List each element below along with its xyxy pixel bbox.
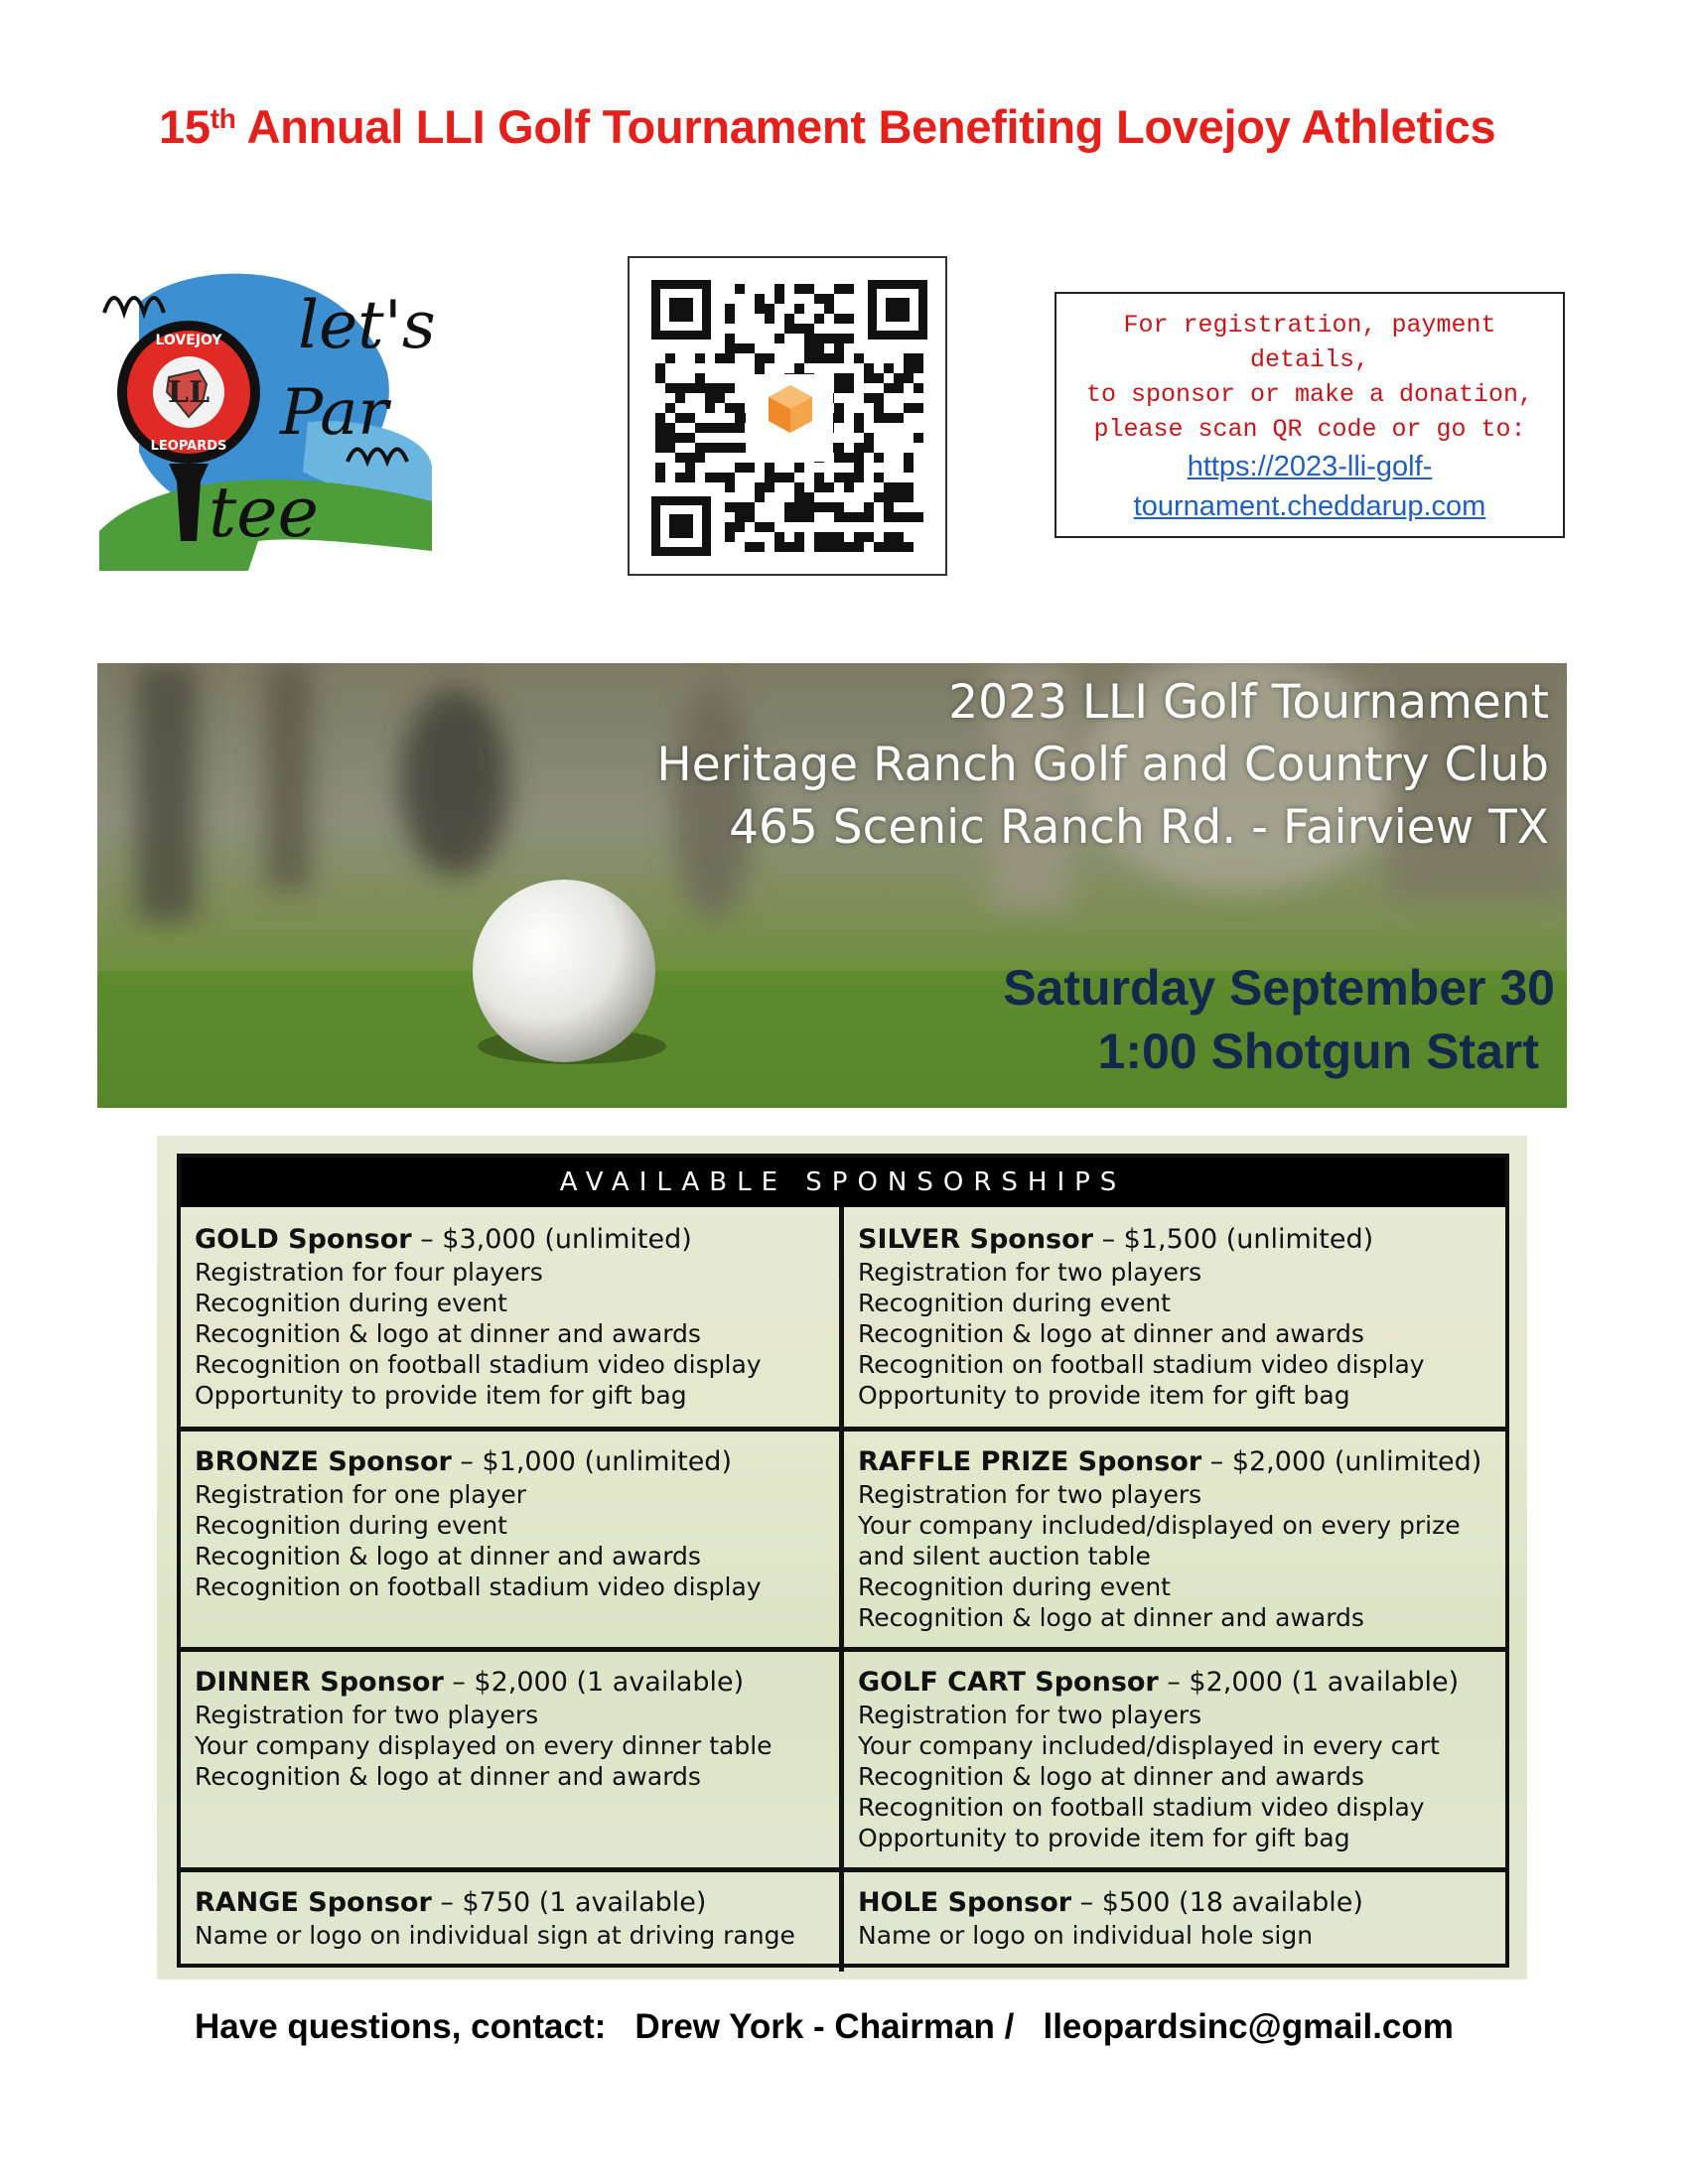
sponsor-benefit: Your company included/displayed in every cart	[858, 1731, 1440, 1760]
sponsor-benefit: Recognition during event	[858, 1572, 1171, 1601]
sponsorship-cell	[844, 1652, 1503, 1853]
banner-date: Saturday September 30	[1003, 960, 1555, 1016]
sponsor-level: RAFFLE PRIZE Sponsor – $2,000 (unlimited)	[858, 1446, 1482, 1477]
sponsor-benefit: Registration for one player	[195, 1480, 527, 1509]
sponsor-benefit: Registration for two players	[858, 1480, 1202, 1509]
sponsorship-cell	[844, 1209, 1503, 1411]
svg-text:let's: let's	[298, 287, 436, 363]
sponsor-benefit: Recognition on football stadium video display	[858, 1793, 1425, 1822]
sponsor-benefit: Registration for two players	[195, 1701, 539, 1729]
info-line: to sponsor or make a donation,	[1085, 380, 1534, 409]
svg-text:tee: tee	[209, 472, 319, 553]
sponsor-benefit: Opportunity to provide item for gift bag	[858, 1381, 1350, 1410]
svg-text:LEOPARDS: LEOPARDS	[150, 439, 227, 454]
sponsor-benefit: Recognition & logo at dinner and awards	[195, 1542, 701, 1570]
sponsor-level: SILVER Sponsor – $1,500 (unlimited)	[858, 1224, 1374, 1255]
event-banner	[97, 663, 1567, 1108]
sponsor-benefit: Registration for two players	[858, 1258, 1202, 1287]
registration-info-box	[1055, 292, 1565, 538]
sponsor-level: DINNER Sponsor – $2,000 (1 available)	[195, 1667, 745, 1698]
page-title: 15th Annual LLI Golf Tournament Benefiting Lovejoy Athletics	[159, 100, 1496, 153]
banner-address: 465 Scenic Ranch Rd. - Fairview TX	[729, 800, 1549, 855]
sponsorship-cell	[181, 1209, 840, 1411]
sponsor-benefit: Recognition on football stadium video display	[858, 1350, 1425, 1379]
sponsor-benefit: Registration for two players	[858, 1701, 1202, 1729]
sponsor-level: RANGE Sponsor – $750 (1 available)	[195, 1887, 707, 1918]
sponsor-benefit: Name or logo on individual hole sign	[858, 1921, 1314, 1950]
column-divider	[839, 1207, 844, 1972]
sponsorship-cell	[181, 1872, 840, 1951]
banner-title: 2023 LLI Golf Tournament	[948, 675, 1549, 730]
sponsorship-cell	[844, 1872, 1503, 1951]
banner-start-time: 1:00 Shotgun Start	[1097, 1024, 1539, 1079]
qr-code-image	[651, 280, 927, 556]
sponsor-benefit: Recognition & logo at dinner and awards	[858, 1319, 1364, 1348]
sponsorships-table	[177, 1154, 1509, 1968]
banner-venue: Heritage Ranch Golf and Country Club	[656, 738, 1549, 792]
qr-code[interactable]	[628, 256, 947, 576]
sponsor-benefit: Recognition during event	[195, 1289, 507, 1317]
sponsor-benefit: Recognition & logo at dinner and awards	[858, 1603, 1364, 1632]
contact-footer: Have questions, contact: Drew York - Chairman / lleopardsinc@gmail.com	[195, 2007, 1454, 2046]
sponsor-benefit: Recognition & logo at dinner and awards	[195, 1762, 701, 1791]
row-divider	[181, 1427, 1505, 1432]
sponsorship-cell	[181, 1432, 840, 1602]
sponsor-benefit: Opportunity to provide item for gift bag	[858, 1824, 1350, 1852]
row-divider	[181, 1867, 1505, 1872]
sponsor-benefit: Recognition during event	[195, 1511, 507, 1540]
svg-text:Par: Par	[280, 376, 388, 450]
sponsor-benefit: Recognition & logo at dinner and awards	[195, 1319, 701, 1348]
sponsorships-header: AVAILABLE SPONSORSHIPS	[181, 1158, 1505, 1207]
sponsor-benefit: Recognition on football stadium video display	[195, 1572, 762, 1601]
lets-par-tee-logo	[99, 253, 437, 571]
row-divider	[181, 1647, 1505, 1652]
sponsor-benefit: Registration for four players	[195, 1258, 543, 1287]
registration-link[interactable]: https://2023-lli-golf- tournament.cheddarup.com	[1133, 451, 1486, 522]
sponsor-benefit: Recognition on football stadium video display	[195, 1350, 762, 1379]
sponsor-level: HOLE Sponsor – $500 (18 available)	[858, 1887, 1363, 1918]
svg-text:LL: LL	[167, 375, 211, 410]
sponsor-level: GOLF CART Sponsor – $2,000 (1 available)	[858, 1667, 1460, 1698]
sponsor-benefit: Recognition & logo at dinner and awards	[858, 1762, 1364, 1791]
sponsorships-panel	[157, 1136, 1527, 1979]
info-line: please scan QR code or go to:	[1093, 415, 1526, 444]
sponsor-level: BRONZE Sponsor – $1,000 (unlimited)	[195, 1446, 732, 1477]
sponsor-benefit: Your company displayed on every dinner table	[195, 1731, 773, 1760]
sponsor-benefit: Recognition during event	[858, 1289, 1171, 1317]
sponsor-benefit: Name or logo on individual sign at driving range	[195, 1921, 795, 1950]
sponsor-benefit: Your company included/displayed on every prize	[858, 1511, 1461, 1540]
sponsor-level: GOLD Sponsor – $3,000 (unlimited)	[195, 1224, 692, 1255]
sponsor-benefit: and silent auction table	[858, 1542, 1151, 1570]
sponsor-benefit: Opportunity to provide item for gift bag	[195, 1381, 687, 1410]
sponsorship-cell	[181, 1652, 840, 1792]
sponsorship-cell	[844, 1432, 1503, 1633]
svg-text:LOVEJOY: LOVEJOY	[155, 333, 222, 348]
info-line: For registration, payment details,	[1123, 311, 1496, 374]
